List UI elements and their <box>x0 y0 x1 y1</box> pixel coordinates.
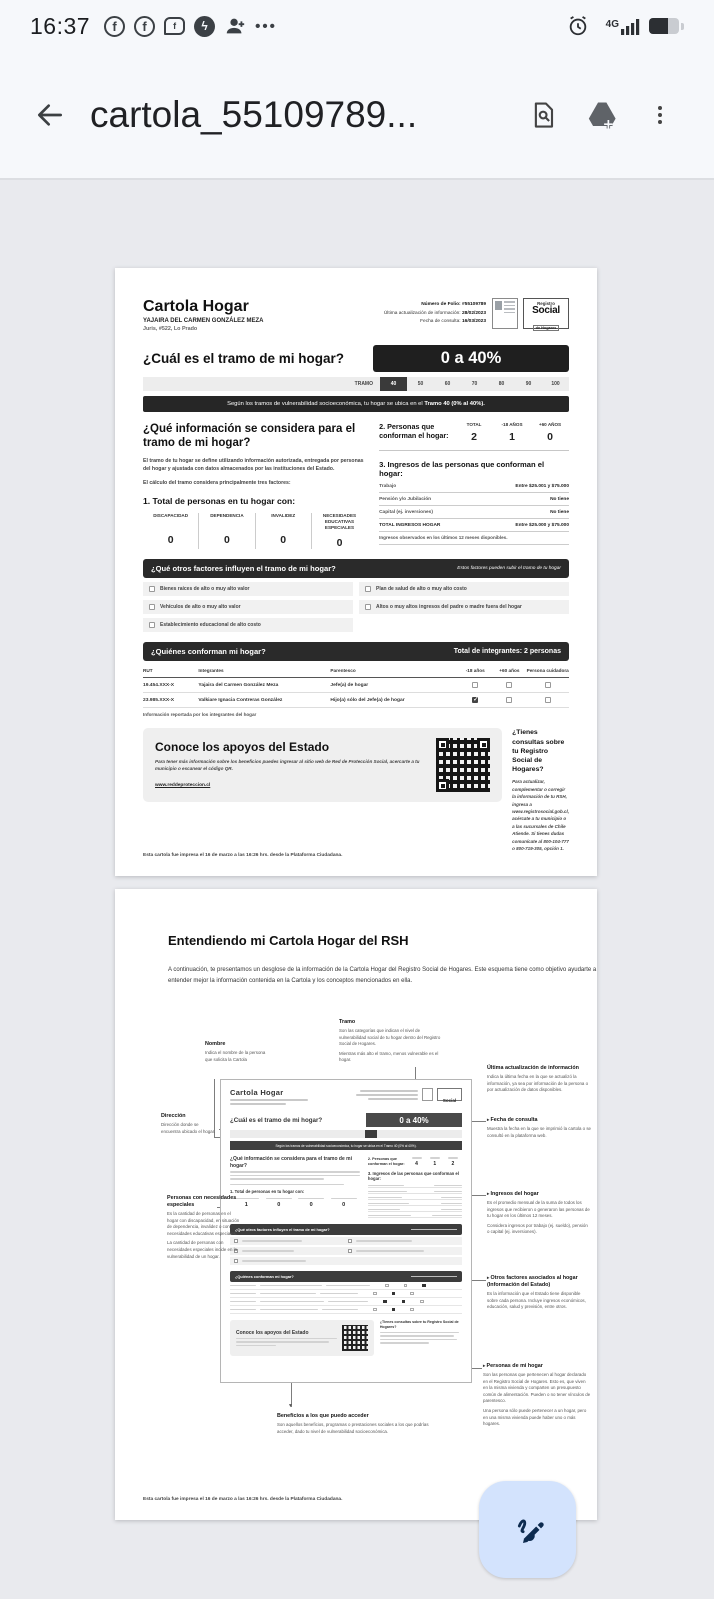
checkbox-icon <box>365 586 371 592</box>
income-row <box>379 480 569 493</box>
tramo-banner-bold: Tramo 40 (0% al 40%). <box>424 401 485 407</box>
document-title: cartola_55109789... <box>90 93 418 135</box>
support-link[interactable]: www.reddeproteccion.cl <box>155 782 211 788</box>
annotation-text: Dirección donde se encuentra ubicado el hogar. <box>161 1122 216 1134</box>
print-note: Esta cartola fue impresa el 16 de marzo a las 16:26 hrs. desde la Plataforma Ciudadana. <box>143 1497 343 1502</box>
annotation-title: Beneficios a los que puedo acceder <box>277 1413 369 1419</box>
mini-other-factors-bar: ¿Qué otros factores influyen el tramo de mi hogar? <box>230 1224 462 1235</box>
header-integrantes: Integrantes <box>198 667 224 673</box>
mini-logo-text: Social <box>442 1098 457 1103</box>
logo-social-text: Social <box>532 305 560 316</box>
income-label: TOTAL INGRESOS HOGAR <box>379 522 441 528</box>
tramo-cell-selected: 40 <box>380 377 407 391</box>
factor-label: Bienes raíces de alto o muy alto valor <box>160 585 250 592</box>
folio-meta <box>384 298 486 327</box>
mini-registro-logo <box>437 1088 462 1101</box>
checkbox-icon <box>149 622 155 628</box>
annotation-otros-factores <box>487 1275 591 1314</box>
checkbox-icon <box>472 682 478 688</box>
annotation-title: Personas con necesidades especiales <box>167 1195 237 1209</box>
annotation-title: ▸ Fecha de consulta <box>487 1117 591 1124</box>
income-value: No tiene <box>550 509 569 515</box>
pdf-page-1 <box>115 268 597 876</box>
placeholder-line <box>360 1090 418 1092</box>
col-value: 0 <box>547 431 553 443</box>
col-value: 0 <box>336 536 343 549</box>
income-row <box>379 506 569 519</box>
tramo-cell: 100 <box>551 381 560 387</box>
annotation-title: Tramo <box>339 1019 356 1025</box>
overflow-menu-button[interactable] <box>638 93 682 137</box>
col-label: NECESIDADES EDUCATIVAS ESPECIALES <box>322 512 357 531</box>
table-header <box>143 665 569 679</box>
mini-info-title: ¿Qué información se considera para el tramo de mi hogar? <box>230 1156 352 1169</box>
income-value: Entre $25.001 y $75.000 <box>515 483 569 489</box>
mini-members-bar: ¿Quiénes conforman mi hogar? <box>230 1271 462 1282</box>
annotation-necesidades <box>167 1195 243 1263</box>
consulted-label: Fecha de consulta: <box>420 319 461 325</box>
header-caregiver: Persona cuidadora <box>526 667 569 673</box>
mini-factor2: 2. Personas que conforman el hogar: 4 1 2 <box>368 1157 462 1167</box>
cartola-header <box>143 298 569 332</box>
factor-label: Establecimiento educacional de alto costo <box>160 621 261 628</box>
annotation-fecha <box>487 1117 591 1142</box>
more-notifications-icon <box>255 18 277 35</box>
clock-label: 16:37 <box>30 12 91 39</box>
member-relation: Jefe(a) de hogar <box>330 682 369 688</box>
col-label: -18 AÑOS <box>501 422 523 427</box>
queries-text: Para actualizar, complementar o corregir la información de tu RSH, ingresa a www.registrosocial.gob.cl, acércate a tu municipio o a las sucursales de Chile Atiende. Si tienes dudas comunícate al 800-104-777 o 800-719-305, opción 1. <box>512 779 570 852</box>
facebook-icon <box>104 16 125 37</box>
household-count-table <box>379 422 569 451</box>
annotation-ingresos <box>487 1191 591 1239</box>
col-label: DEPENDENCIA <box>210 512 244 518</box>
mini-banner: Según los tramos de vulnerabilidad socioeconómica, tu hogar se ubica en el Tramo 40 (0% al 40%). <box>230 1141 462 1150</box>
members-title: ¿Quiénes conforman mi hogar? <box>151 646 266 656</box>
income-label: Trabajo <box>379 483 397 489</box>
annotation-title: Nombre <box>205 1041 226 1047</box>
factor1-title: 1. Total de personas en tu hogar con: <box>143 495 296 506</box>
tramo-value-box: 0 a 40% <box>373 345 569 372</box>
tramo-banner-text: Según los tramos de vulnerabilidad socioeconómica, tu hogar se ubica en el <box>227 401 425 407</box>
tramo-cell: 60 <box>444 381 451 387</box>
placeholder-line <box>230 1099 308 1101</box>
tramo-cell: 70 <box>471 381 478 387</box>
income-label: Pensión y/o Jubilación <box>379 496 432 502</box>
mini-qr-code <box>342 1325 368 1351</box>
income-row <box>379 493 569 506</box>
factor-item <box>359 582 569 596</box>
members-total: Total de integrantes: 2 personas <box>453 647 561 655</box>
special-needs-table <box>143 513 367 549</box>
annotation-text: Considera ingresos por trabajo (ej. sueldo), pensión o capital (ej. inversiones). <box>487 1222 588 1235</box>
battery-tip <box>681 23 684 30</box>
annotation-title: Última actualización de información <box>487 1065 579 1071</box>
annotation-personas <box>483 1363 591 1431</box>
member-name: Yajaira del Carmen González Meza <box>198 682 279 688</box>
mini-tramo-value: 0 a 40% <box>366 1113 462 1127</box>
support-box <box>143 728 502 802</box>
status-bar <box>0 0 714 52</box>
annotation-title: ▸ Ingresos del hogar <box>487 1191 591 1198</box>
top-bars <box>0 0 714 180</box>
back-button[interactable] <box>32 97 68 133</box>
find-in-page-button[interactable] <box>522 93 566 137</box>
annotation-title: ▸ Personas de mi hogar <box>483 1363 591 1370</box>
consulted-value: 16/03/2023 <box>461 319 486 325</box>
col-value: 0 <box>167 533 174 546</box>
mini-support-box: Conoce los apoyos del Estado <box>230 1320 374 1356</box>
members-table <box>143 665 569 718</box>
col-value: 0 <box>280 533 287 546</box>
factor-label: Vehículos de alto o muy alto valor <box>160 603 241 610</box>
header-over60: +60 años <box>499 667 520 673</box>
updated-label: Última actualización de información: <box>383 310 461 316</box>
mini-queries: ¿Tienes consultas sobre tu Registro Social de Hogares? <box>380 1320 462 1356</box>
fab-annotate-button[interactable] <box>479 1481 576 1578</box>
annotation-text: La cantidad de personas con necesidades especiales incide en la vulnerabilidad de un hogar. <box>167 1240 238 1259</box>
col-label: DISCAPACIDAD <box>153 512 189 518</box>
col-label: +60 AÑOS <box>538 422 562 427</box>
tramo-scale <box>143 377 569 391</box>
other-factors-title: ¿Qué otros factores influyen el tramo de mi hogar? <box>151 563 336 573</box>
cartola-title: Cartola Hogar <box>143 298 249 315</box>
income-note: Ingresos observados en los últimos 12 meses disponibles. <box>379 532 569 545</box>
col-label: INVALIDEZ <box>271 512 296 518</box>
annotation-text: Indica la última fecha en la que se actualizó la información, ya sea por información de la persona o por actualización de datos disponibles. <box>487 1074 589 1093</box>
facebook-icon <box>134 16 155 37</box>
add-to-drive-button[interactable] <box>580 93 624 137</box>
print-note: Esta cartola fue impresa el 16 de marzo a las 16:26 hrs. desde la Plataforma Ciudadana. <box>143 853 343 858</box>
messenger-icon <box>194 16 215 37</box>
info-paragraph: El cálculo del tramo considera principalmente tres factores: <box>143 479 291 486</box>
tramo-scale-label: TRAMO <box>354 381 373 387</box>
checkbox-checked-icon <box>472 697 478 703</box>
annotation-text: Una persona sólo puede pertenecer a un hogar, pero en una misma vivienda puede haber uno o más hogares. <box>483 1408 587 1427</box>
checkbox-icon <box>149 604 155 610</box>
mini-factor1-values: 1 0 0 0 <box>230 1198 360 1209</box>
checkbox-icon <box>545 682 551 688</box>
placeholder-line <box>356 1094 418 1096</box>
holder-name: YAJAIRA DEL CARMEN GONZÁLEZ MEZA <box>143 318 264 324</box>
header-parentesco: Parentesco <box>330 667 356 673</box>
updated-value: 28/02/2023 <box>461 310 486 316</box>
income-label: Capital (ej. inversiones) <box>379 509 433 515</box>
factor2-title: 2. Personas que conforman el hogar: <box>379 422 449 441</box>
tramo-cell: 50 <box>417 381 424 387</box>
battery-icon <box>649 18 679 34</box>
col-value: 0 <box>224 533 230 546</box>
tramo-cell: 80 <box>498 381 505 387</box>
mini-factor1-title: 1. Total de personas en tu hogar con: <box>230 1189 305 1195</box>
tramo-banner <box>143 396 569 412</box>
network-type-label: 4G <box>605 18 619 30</box>
factor-item <box>143 600 353 614</box>
annotation-text: Es la cantidad de personas en el hogar con discapacidad, en situación de dependencia, invalidez o con necesidades educativas especiales. <box>167 1211 240 1236</box>
factor-label: Plan de salud de alto o muy alto costo <box>376 585 467 592</box>
annotation-beneficios <box>277 1413 435 1438</box>
info-title: ¿Qué información se considera para el tramo de mi hogar? <box>143 423 356 450</box>
factor3-title: 3. Ingresos de las personas que conforman el hogar: <box>379 460 545 478</box>
support-title: Conoce los apoyos del Estado <box>155 740 330 755</box>
mini-tramo-question: ¿Cuál es el tramo de mi hogar? <box>230 1116 323 1124</box>
queries-box <box>512 728 569 852</box>
folio-value: #55109789 <box>461 302 486 307</box>
factor-item <box>359 600 569 614</box>
signal-icon <box>606 18 641 35</box>
annotation-actualizacion <box>487 1065 591 1097</box>
income-total-row <box>379 519 569 532</box>
mini-government-logo <box>422 1088 433 1101</box>
annotation-direccion <box>161 1113 219 1138</box>
mini-cartola <box>220 1079 472 1383</box>
logo-registro-text: Registro <box>537 301 555 306</box>
member-name: Valkiare Ignacia Contreras González <box>198 697 283 703</box>
info-paragraph: El tramo de tu hogar se define utilizando información autorizada, entregada por personas del hogar y ajustada con datos almacenados por las instituciones del Estado. <box>143 457 364 472</box>
checkbox-icon <box>149 586 155 592</box>
factor-item <box>143 582 353 596</box>
member-rut: 19.454.XXX-X <box>143 682 174 688</box>
down-arrow-icon <box>288 1403 293 1409</box>
annotation-text: Indica el nombre de la persona que solicita la Cartola <box>205 1050 266 1062</box>
placeholder-line <box>230 1103 286 1105</box>
col-label: TOTAL <box>466 422 482 427</box>
annotation-text: Son las categorías que indican el nivel de vulnerabilidad social de tu hogar dentro del Registro Social de Hogares. <box>339 1028 441 1047</box>
other-factors-header <box>143 559 569 578</box>
checkbox-icon <box>365 604 371 610</box>
tramo-question: ¿Cuál es el tramo de mi hogar? <box>143 351 345 366</box>
income-value: No tiene <box>550 496 569 502</box>
factor-item <box>143 618 353 632</box>
checkbox-icon <box>506 697 512 703</box>
checkbox-icon <box>545 697 551 703</box>
mini-title: Cartola Hogar <box>230 1088 284 1097</box>
registro-social-logo <box>523 298 569 329</box>
header-under18: -18 años <box>465 667 485 673</box>
placeholder-line <box>368 1098 418 1100</box>
col-value: 1 <box>509 431 515 443</box>
annotation-text: Son aquellos beneficios, programas o prestaciones sociales a los que podrías acceder, dado tu nivel de vulnerabilidad socioeconómica. <box>277 1422 429 1434</box>
factor-label: Altos o muy altos ingresos del padre o madre fuera del hogar <box>376 603 522 610</box>
header-rut: RUT <box>143 667 153 673</box>
col-value: 2 <box>471 431 477 443</box>
annotation-title: ▸ Otros factores asociados al hogar (Información del Estado) <box>487 1275 591 1289</box>
annotation-text: Son las personas que pertenecen al hogar declarado en el Registro Social de Hogares. Esto es, que viven en la misma vivienda y comparten un presupuesto común de alimentación. Pueden o no tener vínculos de parentesco. <box>483 1372 591 1404</box>
government-logo <box>492 298 518 329</box>
page2-title: Entendiendo mi Cartola Hogar del RSH <box>168 933 409 948</box>
annotation-text: Muestra la fecha en la que se imprimió la cartola o se consultó en la plataforma web. <box>487 1126 591 1138</box>
member-relation: Hijo(a) sólo del Jefe(a) de hogar <box>330 697 405 703</box>
pdf-page-2 <box>115 889 597 1520</box>
annotation-tramo <box>339 1019 441 1067</box>
table-row <box>143 678 569 693</box>
support-text: Para tener más información sobre los beneficios puedes ingresar al sitio web de Red de Protección Social, acercarte a tu municipio o escanear el código QR. <box>155 759 420 772</box>
other-factors-subtitle: Estos factores pueden subir el tramo de tu hogar <box>457 565 561 571</box>
members-note: Información reportada por los integrantes del hogar <box>143 712 257 718</box>
pdf-viewer[interactable] <box>0 182 714 1599</box>
mini-factor3-title: 3. Ingresos de las personas que conforman el hogar: <box>367 1171 459 1182</box>
annotation-nombre <box>205 1041 267 1066</box>
annotation-title: Dirección <box>161 1113 186 1119</box>
members-header <box>143 642 569 661</box>
annotation-text: Es el promedio mensual de la suma de todos los ingresos que recibieron o generaron las personas de tu hogar en los últimos 12 meses. <box>487 1200 590 1219</box>
annotation-text: Es la información que el Estado tiene disponible sobre cada persona. Incluye ingresos económicos, educación, salud y previsión, entre otros. <box>487 1291 586 1310</box>
page2-intro: A continuación, te presentamos un desglose de la información de la Cartola Hogar del Registro Social de Hogares. Este esquema tiene como objetivo ayudarte a entender mejor la información contenida en la Cartola y los conceptos mencionados en ella. <box>168 967 597 985</box>
folio-label: Número de Folio: <box>421 302 461 307</box>
table-row <box>143 693 569 708</box>
queries-title: ¿Tienes consultas sobre tu Registro Social de Hogares? <box>512 729 565 774</box>
person-add-icon <box>224 15 246 37</box>
chat-icon <box>164 17 185 35</box>
annotation-text: Mientras más alto el tramo, menos vulnerable es el hogar. <box>339 1050 439 1063</box>
alarm-icon <box>567 15 589 37</box>
income-value: Entre $25.000 y $75.000 <box>515 522 569 528</box>
mini-tramo-scale <box>230 1130 462 1138</box>
logo-hogares-text: de Hogares <box>533 325 560 331</box>
qr-code <box>436 738 490 792</box>
holder-address: Juris, #522, Lo Prado <box>143 326 198 332</box>
checkbox-icon <box>506 682 512 688</box>
member-rut: 23.985.XXX-X <box>143 697 174 703</box>
tramo-cell: 90 <box>525 381 532 387</box>
app-bar <box>0 62 714 167</box>
signature-pen-icon <box>508 1510 548 1550</box>
